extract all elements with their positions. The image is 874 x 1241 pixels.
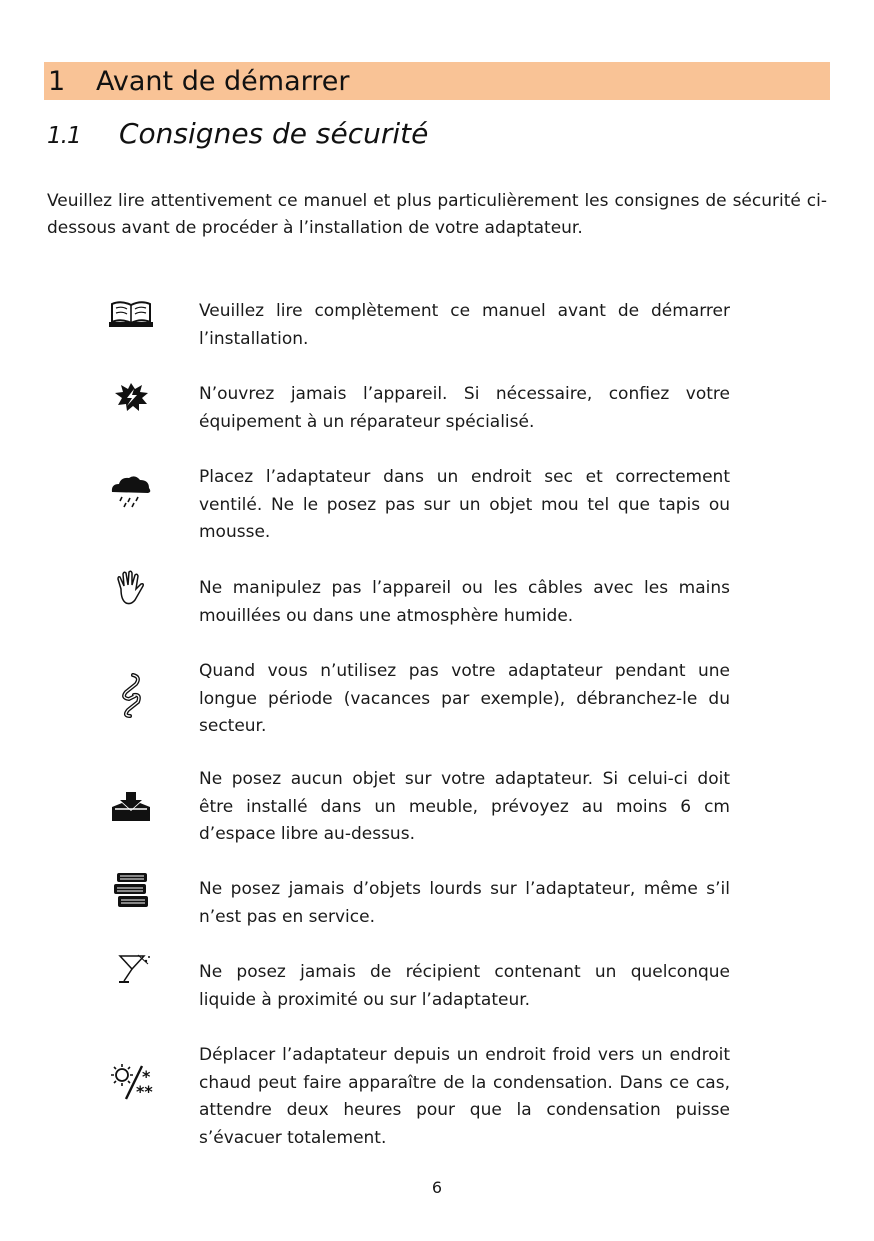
hand-icon: [108, 569, 154, 611]
svg-text:**: **: [136, 1082, 153, 1101]
cocktail-glass-icon: [108, 951, 154, 993]
safety-item-text: N’ouvrez jamais l’appareil. Si nécessaire, confiez votre équipement à un réparateur spécialisé.: [199, 384, 730, 432]
safety-item-text: Quand vous n’utilisez pas votre adaptateur pendant une longue période (vacances par exemple), débranchez-le du secteur.: [199, 661, 730, 736]
rain-cloud-icon: [108, 472, 154, 514]
sun-snow-icon: [108, 1062, 154, 1104]
unplug-icon: [108, 672, 154, 714]
electric-shock-icon: [108, 381, 154, 423]
section-title: Consignes de sécurité: [119, 117, 429, 150]
safety-item-text: Déplacer l’adaptateur depuis un endroit froid vers un endroit chaud peut faire apparaître de la condensation. Dans ce cas, attendre deux heures pour que la condensation puisse s’évacuer totalement.: [199, 1045, 730, 1148]
stacked-books-icon: [108, 870, 154, 912]
page-number: 6: [431, 1178, 443, 1197]
chapter-title: Avant de démarrer: [96, 65, 350, 97]
safety-item-text: Ne posez jamais de récipient contenant un quelconque liquide à proximité ou sur l’adaptateur.: [199, 962, 730, 1010]
svg-text:*: *: [142, 1067, 151, 1086]
box-down-arrow-icon: [108, 790, 154, 832]
safety-item-text: Ne posez aucun objet sur votre adaptateur. Si celui-ci doit être installé dans un meuble, prévoyez au moins 6 cm d’espace libre au-dessus.: [199, 769, 730, 844]
intro-paragraph: Veuillez lire attentivement ce manuel et plus particulièrement les consignes de sécurité ci-dessous avant de procéder à l’installation de votre adaptateur.: [47, 191, 827, 238]
chapter-number: 1: [48, 65, 66, 97]
open-book-icon: [108, 298, 154, 340]
safety-item-text: Placez l’adaptateur dans un endroit sec et correctement ventilé. Ne le posez pas sur un objet mou tel que tapis ou mousse.: [199, 467, 730, 542]
section-heading: [47, 117, 428, 150]
section-number: 1.1: [47, 123, 81, 149]
chapter-heading: [44, 62, 830, 100]
safety-item-text: Ne posez jamais d’objets lourds sur l’adaptateur, même s’il n’est pas en service.: [199, 879, 730, 927]
safety-item-text: Veuillez lire complètement ce manuel avant de démarrer l’installation.: [199, 301, 730, 349]
safety-item-text: Ne manipulez pas l’appareil ou les câbles avec les mains mouillées ou dans une atmosphère humide.: [199, 578, 730, 626]
